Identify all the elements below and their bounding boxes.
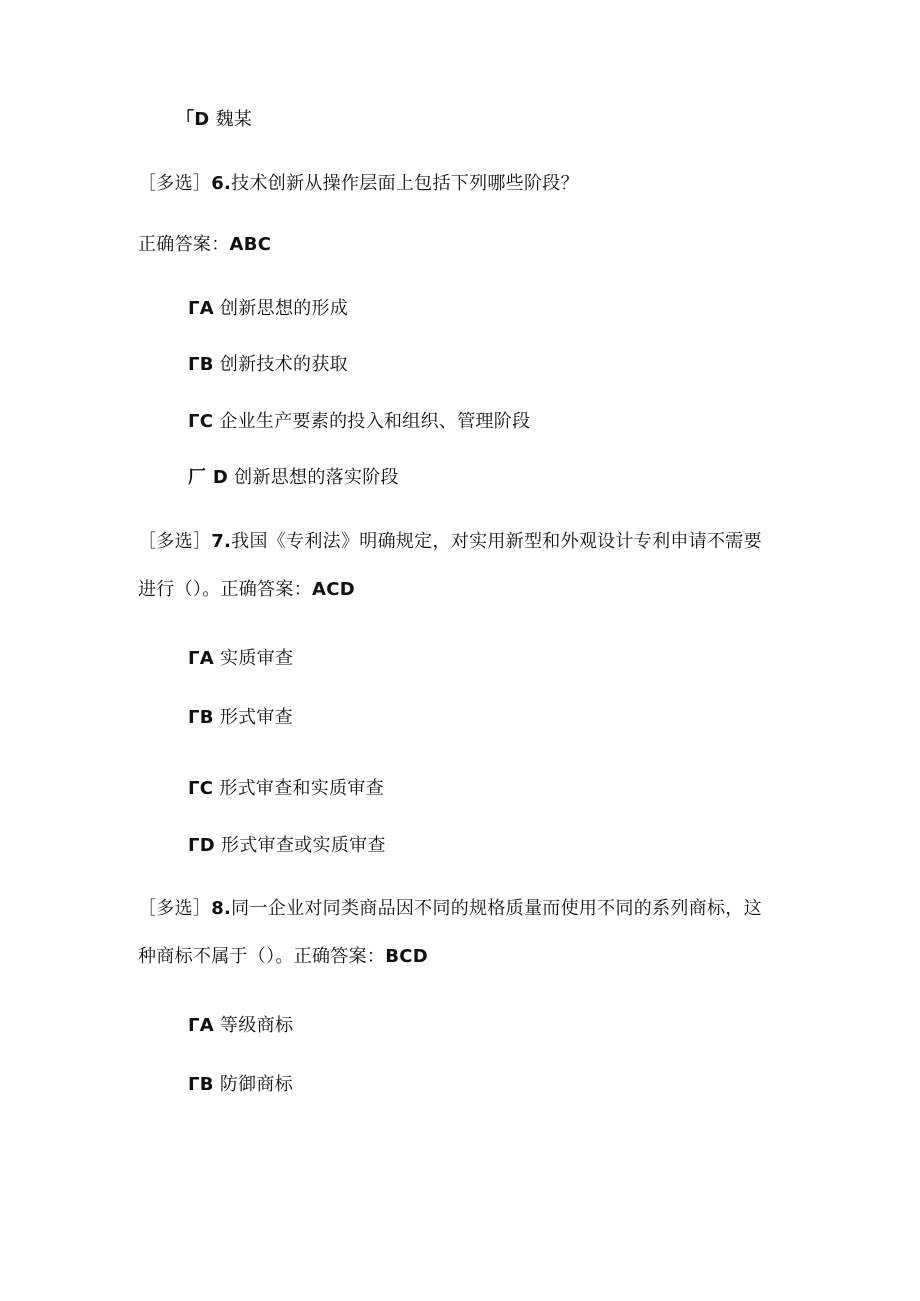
question-7-title xyxy=(138,530,762,554)
answer-label: 正确答案： xyxy=(220,579,312,600)
question-text-cont: 种商标不属于（）。 xyxy=(138,946,294,967)
option-text: 魏某 xyxy=(215,109,253,130)
question-6-option-d[interactable] xyxy=(188,466,399,490)
option-text: 创新技术的获取 xyxy=(219,354,348,375)
question-8-title xyxy=(138,897,762,921)
option-marker: ΓD xyxy=(188,835,216,856)
question-6-title xyxy=(138,172,579,196)
question-6-option-c[interactable] xyxy=(188,410,530,434)
option-text: 创新思想的落实阶段 xyxy=(234,467,399,488)
question-8-option-a[interactable] xyxy=(188,1014,293,1038)
answer-label: 正确答案： xyxy=(293,946,386,967)
question-7-option-c[interactable] xyxy=(188,777,384,801)
option-d-prev[interactable] xyxy=(176,108,252,132)
option-text: 实质审查 xyxy=(220,648,294,669)
option-marker: ΓA xyxy=(188,298,215,319)
question-text: 技术创新从操作层面上包括下列哪些阶段？ xyxy=(231,173,579,194)
question-text: 同一企业对同类商品因不同的规格质量而使用不同的系列商标，这 xyxy=(231,898,762,919)
question-7-option-a[interactable] xyxy=(188,647,293,671)
question-6-option-a[interactable] xyxy=(188,297,348,321)
question-7-option-d[interactable] xyxy=(188,834,386,858)
question-type-tag: ［多选］ xyxy=(138,898,212,919)
question-text-cont: 进行（）。 xyxy=(138,579,221,600)
answer-value: ACD xyxy=(312,579,355,600)
question-type-tag: ［多选］ xyxy=(138,531,212,552)
question-7-title-cont xyxy=(138,578,355,602)
question-8-title-cont xyxy=(138,945,428,969)
option-text: 企业生产要素的投入和组织、管理阶段 xyxy=(219,411,531,432)
option-text: 防御商标 xyxy=(219,1074,294,1095)
question-8-option-b[interactable] xyxy=(188,1073,293,1097)
question-number: 8. xyxy=(211,898,232,919)
option-text: 创新思想的形成 xyxy=(220,298,349,319)
option-marker: ΓB xyxy=(188,707,214,728)
question-text: 我国《专利法》明确规定，对实用新型和外观设计专利申请不需要 xyxy=(231,531,762,552)
question-6-answer xyxy=(138,233,271,257)
question-type-tag: ［多选］ xyxy=(138,173,212,194)
option-text: 等级商标 xyxy=(220,1015,294,1036)
option-marker: ΓA xyxy=(188,1015,215,1036)
option-marker: ΓC xyxy=(188,778,214,799)
question-number: 7. xyxy=(211,531,232,552)
option-text: 形式审查或实质审查 xyxy=(221,835,386,856)
answer-value: ABC xyxy=(229,234,272,255)
option-marker: ΓA xyxy=(188,648,215,669)
option-marker: 「D xyxy=(176,109,210,130)
option-text: 形式审查和实质审查 xyxy=(219,778,385,799)
question-number: 6. xyxy=(211,173,232,194)
option-marker: 厂 D xyxy=(188,467,229,488)
option-marker: ΓB xyxy=(188,354,214,375)
answer-label: 正确答案： xyxy=(138,234,230,255)
answer-value: BCD xyxy=(385,946,428,967)
question-7-option-b[interactable] xyxy=(188,706,293,730)
option-marker: ΓB xyxy=(188,1074,214,1095)
option-text: 形式审查 xyxy=(219,707,294,728)
option-marker: ΓC xyxy=(188,411,214,432)
question-6-option-b[interactable] xyxy=(188,353,348,377)
